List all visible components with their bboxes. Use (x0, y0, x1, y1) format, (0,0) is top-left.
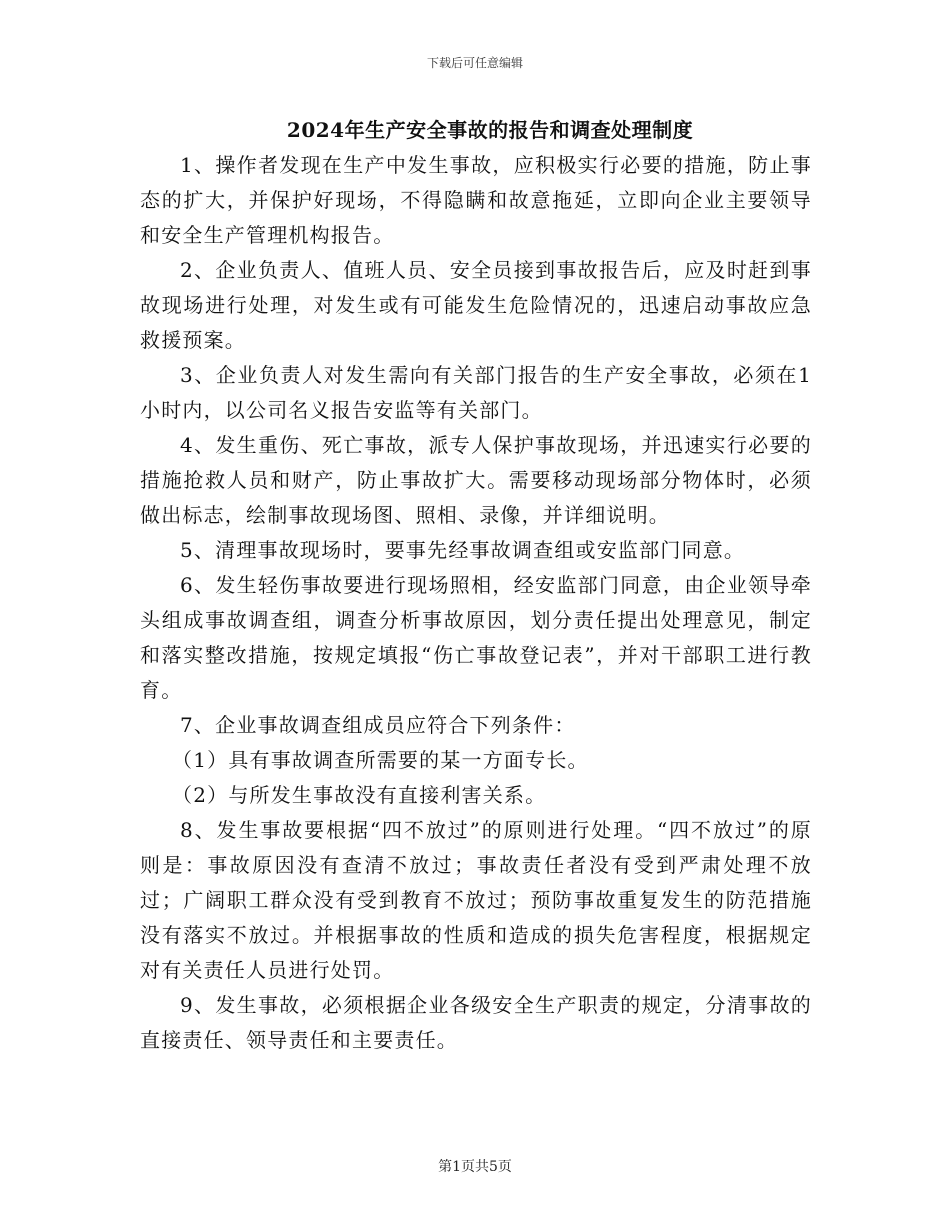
page-header: 下载后可任意编辑 (426, 56, 523, 70)
paragraph-3: 3、企业负责人对发生需向有关部门报告的生产安全事故，必须在1小时内，以公司名义报告安监等有关部门。 (140, 363, 812, 422)
paragraph-2: 2、企业负责人、值班人员、安全员接到事故报告后，应及时赶到事故现场进行处理，对发生或有可能发生危险情况的，迅速启动事故应急救援预案。 (140, 258, 812, 352)
paragraph-5: 5、清理事故现场时，要事先经事故调查组或安监部门同意。 (180, 538, 746, 562)
paragraph-7-item-1: （1）具有事故调查所需要的某一方面专长。 (172, 748, 589, 772)
paragraph-4: 4、发生重伤、死亡事故，派专人保护事故现场，并迅速实行必要的措施抢救人员和财产，防止事故扩大。需要移动现场部分物体时，必须做出标志，绘制事故现场图、照相、录像，并详细说明。 (140, 433, 812, 527)
paragraph-8: 8、发生事故要根据“四不放过”的原则进行处理。“四不放过”的原则是：事故原因没有查清不放过；事故责任者没有受到严肃处理不放过；广阔职工群众没有受到教育不放过；预防事故重复发生的防范措施没有落实不放过。并根据事故的性质和造成的损失危害程度，根据规定对有关责任人员进行处罚。 (140, 818, 812, 982)
paragraph-1: 1、操作者发现在生产中发生事故，应积极实行必要的措施，防止事态的扩大，并保护好现场，不得隐瞒和故意拖延，立即向企业主要领导和安全生产管理机构报告。 (140, 153, 812, 247)
paragraph-6: 6、发生轻伤事故要进行现场照相，经安监部门同意，由企业领导牵头组成事故调查组，调查分析事故原因，划分责任提出处理意见，制定和落实整改措施，按规定填报“伤亡事故登记表”，并对干部职工进行教育。 (140, 573, 812, 702)
page-number: 第1页共5页 (438, 1159, 512, 1175)
document-title: 2024年生产安全事故的报告和调查处理制度 (286, 118, 694, 142)
document-body (140, 148, 812, 1058)
paragraph-7-item-2: （2）与所发生事故没有直接利害关系。 (172, 783, 547, 807)
paragraph-7: 7、企业事故调查组成员应符合下列条件： (180, 713, 576, 737)
paragraph-9: 9、发生事故，必须根据企业各级安全生产职责的规定，分清事故的直接责任、领导责任和主要责任。 (140, 993, 812, 1052)
